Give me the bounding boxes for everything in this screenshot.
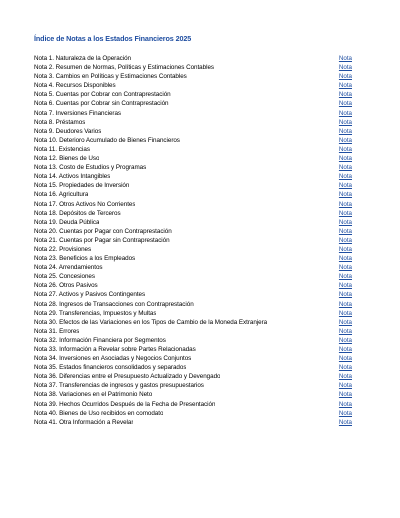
note-link[interactable]: Nota — [338, 291, 352, 299]
note-label: Nota 17. Otros Activos No Corrientes — [34, 200, 136, 208]
note-label: Nota 3. Cambios en Políticas y Estimaciones Contables — [34, 73, 187, 81]
notes-index-list — [34, 54, 352, 427]
note-link[interactable]: Nota — [338, 336, 352, 344]
note-label: Nota 41. Otra Información a Revelar — [34, 418, 134, 426]
note-row — [34, 172, 352, 181]
note-link[interactable]: Nota — [338, 200, 352, 208]
note-label: Nota 1. Naturaleza de la Operación — [34, 55, 132, 62]
note-row — [34, 327, 352, 336]
note-row — [34, 227, 352, 236]
note-label: Nota 23. Beneficios a los Empleados — [34, 255, 136, 263]
note-link[interactable]: Nota — [338, 191, 352, 199]
note-label: Nota 10. Deterioro Acumulado de Bienes Financieros — [34, 136, 180, 144]
note-link[interactable]: Nota — [338, 346, 352, 353]
note-label: Nota 2. Resumen de Normas, Políticas y Estimaciones Contables — [34, 64, 214, 72]
note-row — [34, 145, 352, 154]
note-row — [34, 272, 352, 281]
note-link[interactable]: Nota — [338, 418, 352, 426]
note-row — [34, 254, 352, 263]
note-link[interactable]: Nota — [338, 118, 352, 126]
note-link[interactable]: Nota — [338, 255, 352, 263]
note-row — [34, 245, 352, 254]
note-label: Nota 27. Activos y Pasivos Contingentes — [34, 291, 146, 299]
note-row — [34, 281, 352, 290]
note-row — [34, 409, 352, 418]
note-label: Nota 34. Inversiones en Asociadas y Negocios Conjuntos — [34, 355, 192, 363]
note-link[interactable]: Nota — [338, 182, 352, 190]
note-row — [34, 54, 352, 63]
note-label: Nota 6. Cuentas por Cobrar sin Contraprestación — [34, 100, 169, 108]
note-row — [34, 81, 352, 90]
note-label: Nota 4. Recursos Disponibles — [34, 82, 116, 90]
note-row — [34, 63, 352, 72]
note-label: Nota 36. Diferencias entre el Presupuesto Actualizado y Devengado — [34, 373, 221, 381]
note-label: Nota 11. Existencias — [34, 145, 90, 153]
note-link[interactable]: Nota — [338, 373, 352, 381]
note-link[interactable]: Nota — [338, 409, 352, 417]
note-label: Nota 21. Cuentas por Pagar sin Contraprestación — [34, 236, 170, 244]
note-row — [34, 363, 352, 372]
note-link[interactable]: Nota — [338, 391, 352, 399]
note-label: Nota 15. Propiedades de Inversión — [34, 182, 130, 190]
note-link[interactable]: Nota — [338, 273, 352, 281]
note-row — [34, 218, 352, 227]
note-label: Nota 12. Bienes de Uso — [34, 155, 100, 163]
note-row — [34, 99, 352, 108]
note-label: Nota 38. Variaciones en el Patrimonio Neto — [34, 391, 153, 399]
note-link[interactable]: Nota — [338, 164, 352, 172]
note-row — [34, 154, 352, 163]
note-label: Nota 24. Arrendamientos — [34, 264, 103, 272]
note-row — [34, 309, 352, 318]
note-row — [34, 90, 352, 99]
note-label: Nota 22. Provisiones — [34, 245, 92, 253]
note-label: Nota 30. Efectos de las Variaciones en los Tipos de Cambio de la Moneda Extranjera — [34, 318, 268, 326]
note-label: Nota 29. Transferencias, Impuestos y Multas — [34, 309, 157, 317]
note-label: Nota 26. Otros Pasivos — [34, 282, 98, 290]
note-link[interactable]: Nota — [338, 400, 352, 408]
note-link[interactable]: Nota — [338, 264, 352, 272]
note-link[interactable]: Nota — [338, 382, 352, 390]
page-title: Índice de Notas a los Estados Financieros 2025 — [34, 34, 192, 43]
note-link[interactable]: Nota — [338, 282, 352, 290]
note-row — [34, 300, 352, 309]
note-row — [34, 290, 352, 299]
note-label: Nota 8. Préstamos — [34, 118, 86, 126]
note-row — [34, 72, 352, 81]
note-link[interactable]: Nota — [338, 227, 352, 235]
note-link[interactable]: Nota — [338, 218, 352, 226]
note-row — [34, 390, 352, 399]
note-row — [34, 163, 352, 172]
note-row — [34, 118, 352, 127]
note-label: Nota 20. Cuentas por Pagar con Contraprestación — [34, 227, 172, 235]
note-link[interactable]: Nota — [338, 245, 352, 253]
note-row — [34, 209, 352, 218]
note-row — [34, 236, 352, 245]
note-row — [34, 318, 352, 327]
note-label: Nota 32. Información Financiera por Segmentos — [34, 336, 166, 344]
note-label: Nota 13. Costo de Estudios y Programas — [34, 164, 147, 172]
note-link[interactable]: Nota — [338, 327, 352, 335]
note-label: Nota 5. Cuentas por Cobrar con Contraprestación — [34, 91, 171, 99]
note-link[interactable]: Nota — [338, 109, 352, 117]
note-link[interactable]: Nota — [338, 136, 352, 144]
note-link[interactable]: Nota — [338, 100, 352, 108]
note-row — [34, 190, 352, 199]
note-row — [34, 372, 352, 381]
note-link[interactable]: Nota — [338, 173, 352, 181]
note-row — [34, 336, 352, 345]
note-row — [34, 345, 352, 354]
note-row — [34, 136, 352, 145]
note-link[interactable]: Nota — [338, 300, 352, 308]
note-label: Nota 7. Inversiones Financieras — [34, 109, 122, 117]
note-label: Nota 9. Deudores Varios — [34, 127, 102, 135]
note-link[interactable]: Nota — [338, 209, 352, 217]
note-link[interactable]: Nota — [338, 364, 352, 372]
note-label: Nota 28. Ingresos de Transacciones con Contraprestación — [34, 300, 194, 308]
note-label: Nota 19. Deuda Pública — [34, 218, 100, 226]
note-row — [34, 354, 352, 363]
note-row — [34, 381, 352, 390]
note-row — [34, 109, 352, 118]
note-link[interactable]: Nota — [338, 91, 352, 99]
note-link[interactable]: Nota — [338, 155, 352, 163]
note-link[interactable]: Nota — [338, 64, 352, 72]
note-link[interactable]: Nota — [338, 55, 352, 62]
note-label: Nota 31. Errores — [34, 327, 80, 335]
note-link[interactable]: Nota — [338, 309, 352, 317]
note-label: Nota 39. Hechos Ocurridos Después de la Fecha de Presentación — [34, 400, 216, 408]
note-row — [34, 418, 352, 427]
note-label: Nota 37. Transferencias de ingresos y gastos presupuestarios — [34, 382, 204, 390]
note-label: Nota 33. Información a Revelar sobre Partes Relacionadas — [34, 346, 196, 353]
note-row — [34, 400, 352, 409]
note-link[interactable]: Nota — [338, 145, 352, 153]
note-row — [34, 200, 352, 209]
note-link[interactable]: Nota — [338, 236, 352, 244]
note-link[interactable]: Nota — [338, 73, 352, 81]
note-label: Nota 18. Depósitos de Terceros — [34, 209, 121, 217]
note-row — [34, 263, 352, 272]
note-link[interactable]: Nota — [338, 355, 352, 363]
note-label: Nota 16. Agricultura — [34, 191, 89, 199]
note-link[interactable]: Nota — [338, 127, 352, 135]
note-label: Nota 40. Bienes de Uso recibidos en comodato — [34, 409, 164, 417]
note-link[interactable]: Nota — [338, 82, 352, 90]
note-label: Nota 25. Concesiones — [34, 273, 95, 281]
note-label: Nota 35. Estados financieros consolidados y separados — [34, 364, 187, 372]
note-row — [34, 181, 352, 190]
note-link[interactable]: Nota — [338, 318, 352, 326]
note-label: Nota 14. Activos Intangibles — [34, 173, 111, 181]
note-row — [34, 127, 352, 136]
